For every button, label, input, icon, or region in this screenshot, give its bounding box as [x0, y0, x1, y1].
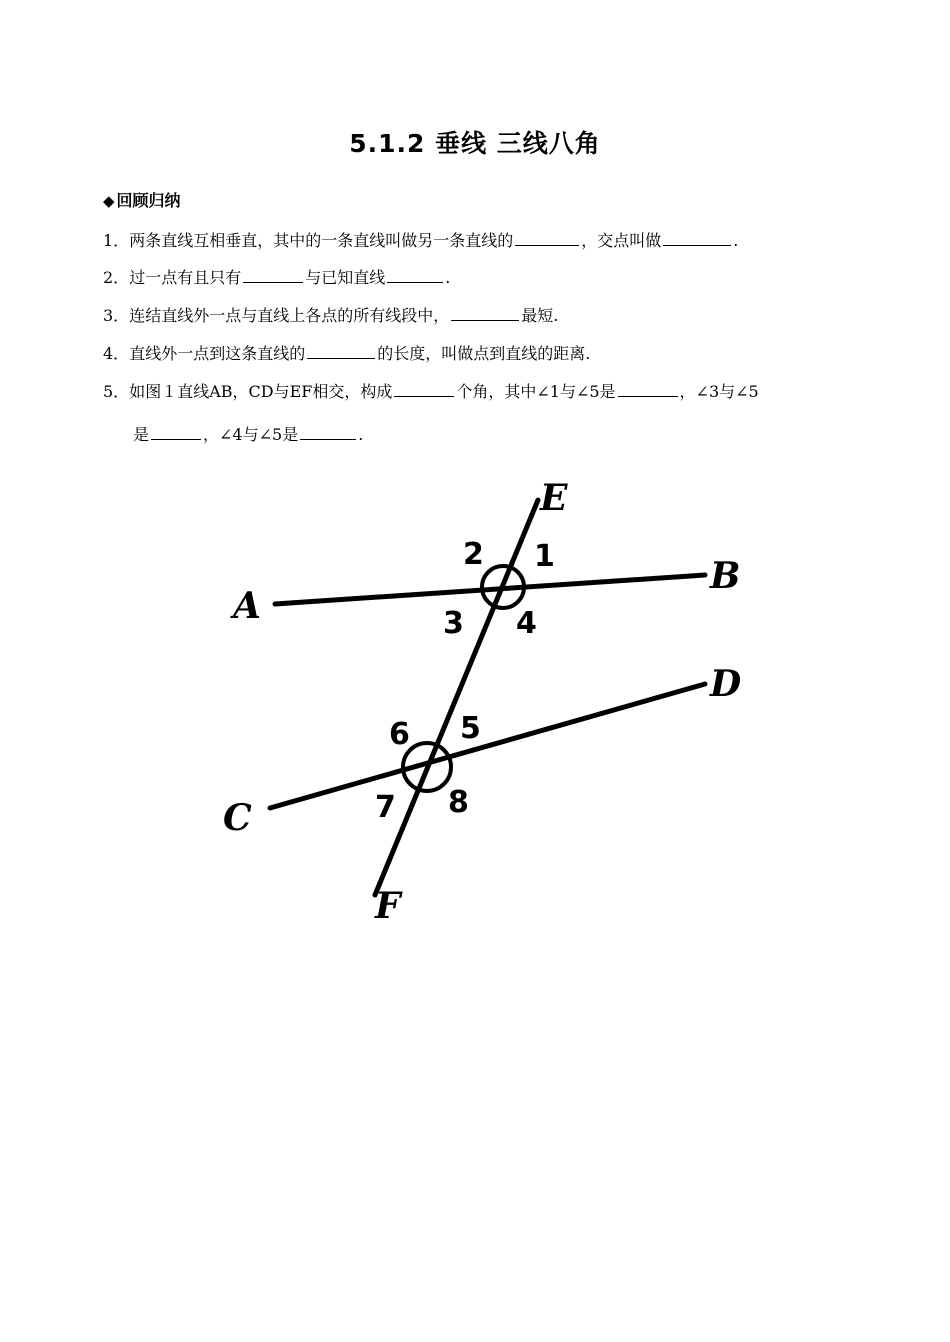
answer-blank[interactable]	[151, 425, 201, 440]
geometry-figure	[215, 470, 775, 930]
answer-blank[interactable]	[300, 425, 356, 440]
angle-label-3: 3	[443, 606, 464, 641]
label-b: B	[710, 555, 741, 597]
question-3: 3．连结直线外一点与直线上各点的所有线段中， 最短.	[103, 306, 559, 325]
question-5: 5．如图１直线AB，CD与EF相交，构成 个角，其中∠1与∠5是 ，∠3与∠5	[103, 382, 759, 401]
answer-blank[interactable]	[307, 344, 375, 359]
angle-label-6: 6	[389, 717, 410, 752]
angle-label-4: 4	[516, 606, 537, 641]
angle-label-5: 5	[460, 711, 481, 746]
answer-blank[interactable]	[618, 382, 678, 397]
label-e: E	[540, 477, 568, 519]
question-4: 4．直线外一点到这条直线的 的长度，叫做点到直线的距离.	[103, 344, 591, 363]
section-heading	[103, 188, 181, 211]
line-ab	[275, 575, 705, 604]
answer-blank[interactable]	[243, 268, 303, 283]
label-a: A	[233, 585, 261, 627]
answer-blank[interactable]	[515, 231, 579, 246]
label-d: D	[710, 663, 742, 705]
line-ef	[375, 500, 538, 895]
page-title: 5.1.2 垂线 三线八角	[349, 129, 601, 158]
angle-label-1: 1	[534, 539, 555, 574]
angle-label-2: 2	[463, 537, 484, 572]
question-1: 1．两条直线互相垂直，其中的一条直线叫做另一条直线的 ，交点叫做 .	[103, 231, 739, 250]
section-heading-text: 回顾归纳	[116, 191, 181, 210]
diamond-icon: ◆	[103, 192, 115, 210]
answer-blank[interactable]	[663, 231, 731, 246]
angle-label-7: 7	[375, 790, 396, 825]
question-5-line-2: 是 ，∠4与∠5是 .	[133, 425, 364, 444]
answer-blank[interactable]	[394, 382, 454, 397]
label-c: C	[223, 797, 252, 839]
answer-blank[interactable]	[387, 268, 443, 283]
line-cd	[270, 684, 705, 808]
angle-label-8: 8	[448, 785, 469, 820]
question-2: 2．过一点有且只有 与已知直线 .	[103, 268, 451, 287]
label-f: F	[375, 885, 401, 927]
answer-blank[interactable]	[451, 306, 519, 321]
